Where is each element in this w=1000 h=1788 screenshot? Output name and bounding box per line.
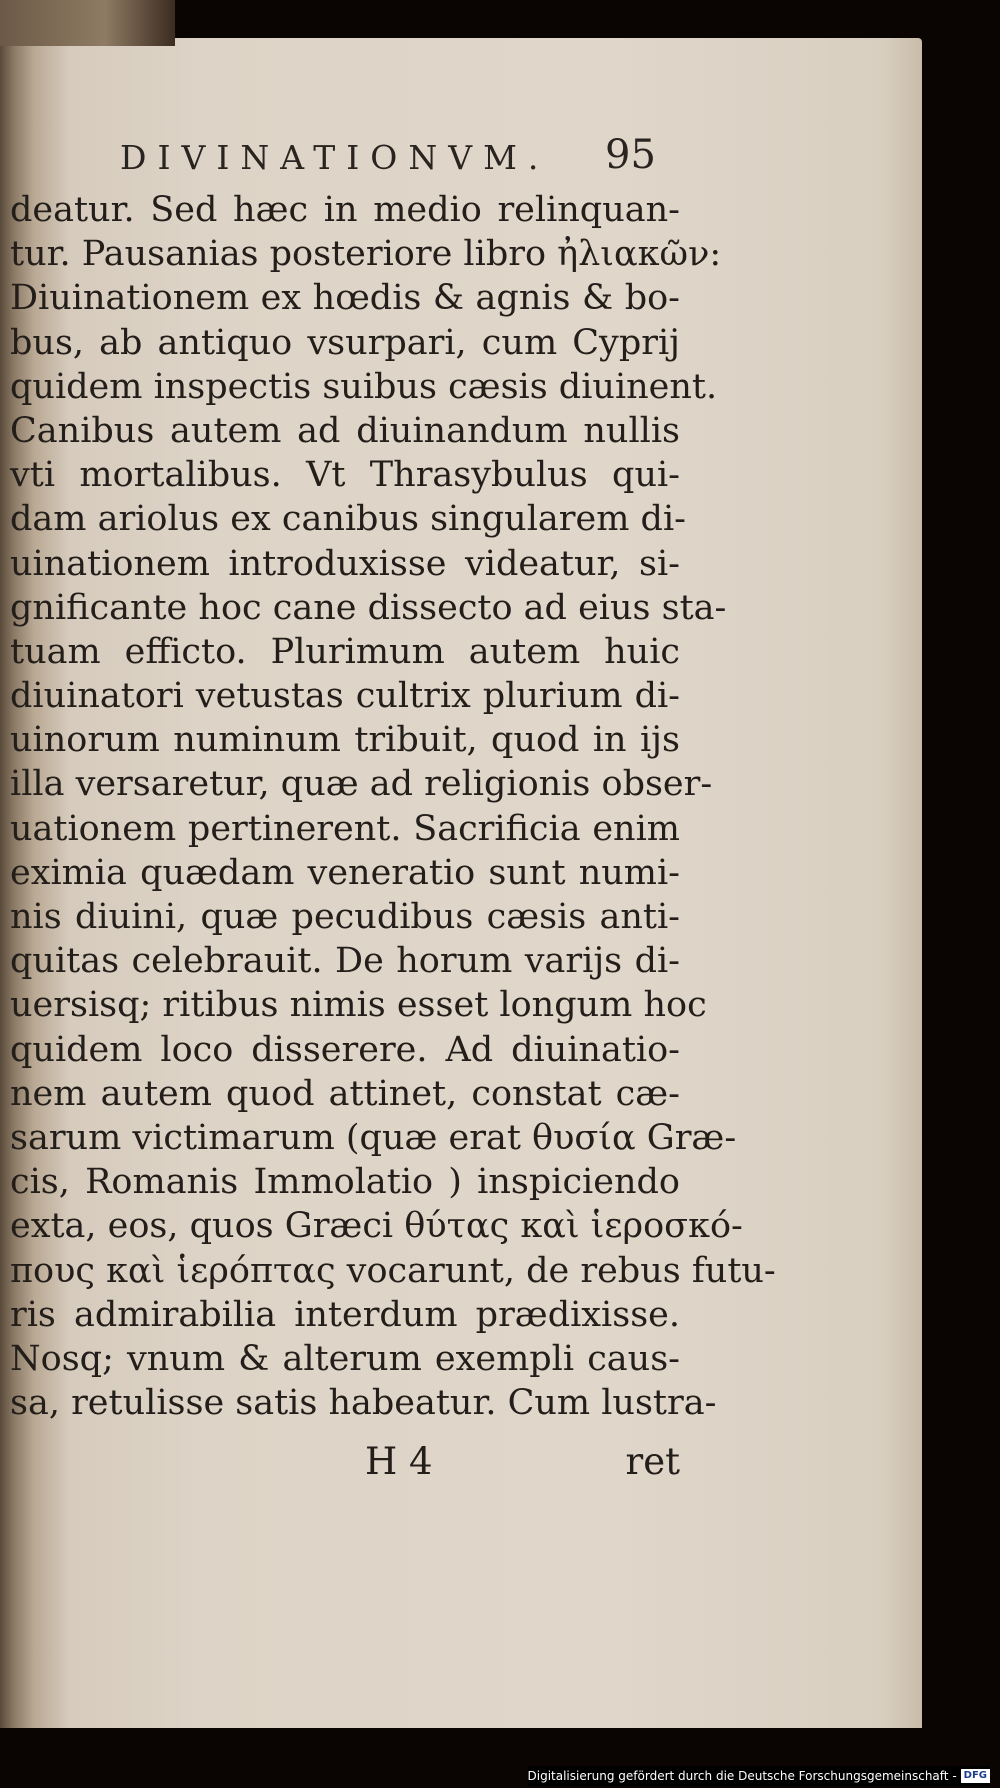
text-line: tur. Pausanias posteriore libro ἠλιακῶν: xyxy=(10,234,722,275)
credit-text: Digitalisierung gefördert durch die Deutsche Forschungsgemeinschaft - xyxy=(527,1769,957,1783)
page-number: 95 xyxy=(605,132,656,178)
text-line: sarum victimarum (quæ erat θυσία Græ- xyxy=(10,1117,737,1158)
text-line: uationem pertinerent. Sacrificia enim xyxy=(10,808,680,849)
text-line: exta, eos, quos Græci θύτας καὶ ἱεροσκό- xyxy=(10,1206,743,1247)
text-line: bus, ab antiquo vsurpari, cum Cyprij xyxy=(10,322,680,363)
text-line: Canibus autem ad diuinandum nullis xyxy=(10,410,680,451)
text-line: uersisq; ritibus nimis esset longum hoc xyxy=(10,985,707,1026)
text-line: quitas celebrauit. De horum varijs di- xyxy=(10,941,680,982)
text-line: deatur. Sed hæc in medio relinquan- xyxy=(10,190,680,230)
text-line: dam ariolus ex canibus singularem di- xyxy=(10,499,686,540)
text-line: gnificante hoc cane dissecto ad eius sta- xyxy=(10,587,727,628)
text-line: πους καὶ ἱερόπτας vocarunt, de rebus futu- xyxy=(10,1250,776,1291)
binding-edge xyxy=(0,0,175,46)
text-line: nis diuini, quæ pecudibus cæsis anti- xyxy=(10,897,680,937)
text-line: nem autem quod attinet, constat cæ- xyxy=(10,1073,680,1114)
text-line: uinorum numinum tribuit, quod in ijs xyxy=(10,720,680,761)
text-line: quidem loco disserere. Ad diuinatio- xyxy=(10,1029,680,1070)
digitization-credit xyxy=(528,1766,991,1786)
text-line: tuam efficto. Plurimum autem huic xyxy=(10,631,680,672)
text-line: cis, Romanis Immolatio ) inspiciendo xyxy=(10,1162,680,1203)
text-line: Diuinationem ex hœdis & agnis & bo- xyxy=(10,278,680,319)
catchword: ret xyxy=(625,1440,680,1483)
text-line: ris admirabilia interdum prædixisse. xyxy=(10,1294,680,1335)
text-line: Nosq; vnum & alterum exempli caus- xyxy=(10,1338,680,1379)
text-line: diuinatori vetustas cultrix plurium di- xyxy=(10,676,680,717)
running-title: DIVINATIONVM. xyxy=(120,138,550,177)
signature-mark: H 4 xyxy=(365,1440,433,1483)
text-line: illa versaretur, quæ ad religionis obser- xyxy=(10,764,713,805)
book-page xyxy=(0,38,922,1728)
text-line: sa, retulisse satis habeatur. Cum lustra- xyxy=(10,1383,717,1424)
text-line: quidem inspectis suibus cæsis diuinent. xyxy=(10,366,718,407)
page-footer xyxy=(10,1440,680,1490)
text-line: vti mortalibus. Vt Thrasybulus qui- xyxy=(10,455,680,496)
text-line: uinationem introduxisse videatur, si- xyxy=(10,543,680,584)
dfg-logo-icon: DFG xyxy=(961,1769,990,1783)
text-line: eximia quædam veneratio sunt numi- xyxy=(10,852,680,893)
body-text xyxy=(10,188,776,1425)
